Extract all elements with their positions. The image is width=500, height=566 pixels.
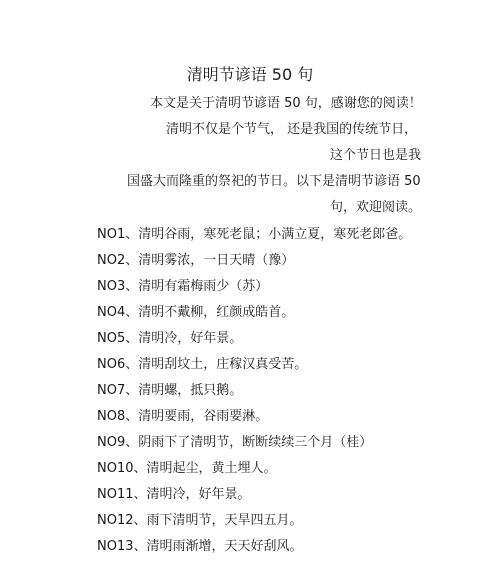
saying-item: NO8、清明要雨，谷雨要淋。 bbox=[97, 409, 269, 424]
saying-item: NO7、清明螺，抵只鹅。 bbox=[97, 383, 243, 398]
saying-item: NO13、清明雨渐增，天天好刮风。 bbox=[97, 539, 303, 554]
saying-item: NO11、清明冷，好年景。 bbox=[97, 487, 251, 502]
saying-item: NO4、清明不戴柳，红颜成皓首。 bbox=[97, 305, 295, 320]
document-title: 清明节谚语 50 句 bbox=[186, 65, 314, 84]
sayings-list bbox=[97, 226, 411, 564]
intro-line-3: 这个节日也是我 bbox=[330, 148, 422, 163]
intro-line-2: 清明不仅是个节气， 还是我国的传统节日， bbox=[166, 122, 418, 137]
intro-line-1: 本文是关于清明节谚语 50 句，感谢您的阅读！ bbox=[150, 96, 422, 111]
saying-item: NO5、清明冷，好年景。 bbox=[97, 331, 243, 346]
saying-item: NO10、清明起尘，黄土埋人。 bbox=[97, 461, 277, 476]
intro-line-5: 句，欢迎阅读。 bbox=[330, 200, 422, 215]
saying-item: NO12、雨下清明节，天旱四五月。 bbox=[97, 513, 303, 528]
saying-item: NO6、清明刮坟土，庄稼汉真受苦。 bbox=[97, 357, 308, 372]
saying-item: NO2、清明雾浓，一日天晴（豫） bbox=[97, 253, 295, 268]
intro-line-4: 国盛大而隆重的祭祀的节日。以下是清明节谚语 50 bbox=[127, 174, 421, 189]
saying-item: NO3、清明有霜梅雨少（苏） bbox=[97, 279, 269, 294]
saying-item: NO1、清明谷雨，寒死老鼠；小满立夏，寒死老郎爸。 bbox=[97, 227, 412, 242]
saying-item: NO9、阴雨下了清明节，断断续续三个月（桂） bbox=[97, 435, 373, 450]
